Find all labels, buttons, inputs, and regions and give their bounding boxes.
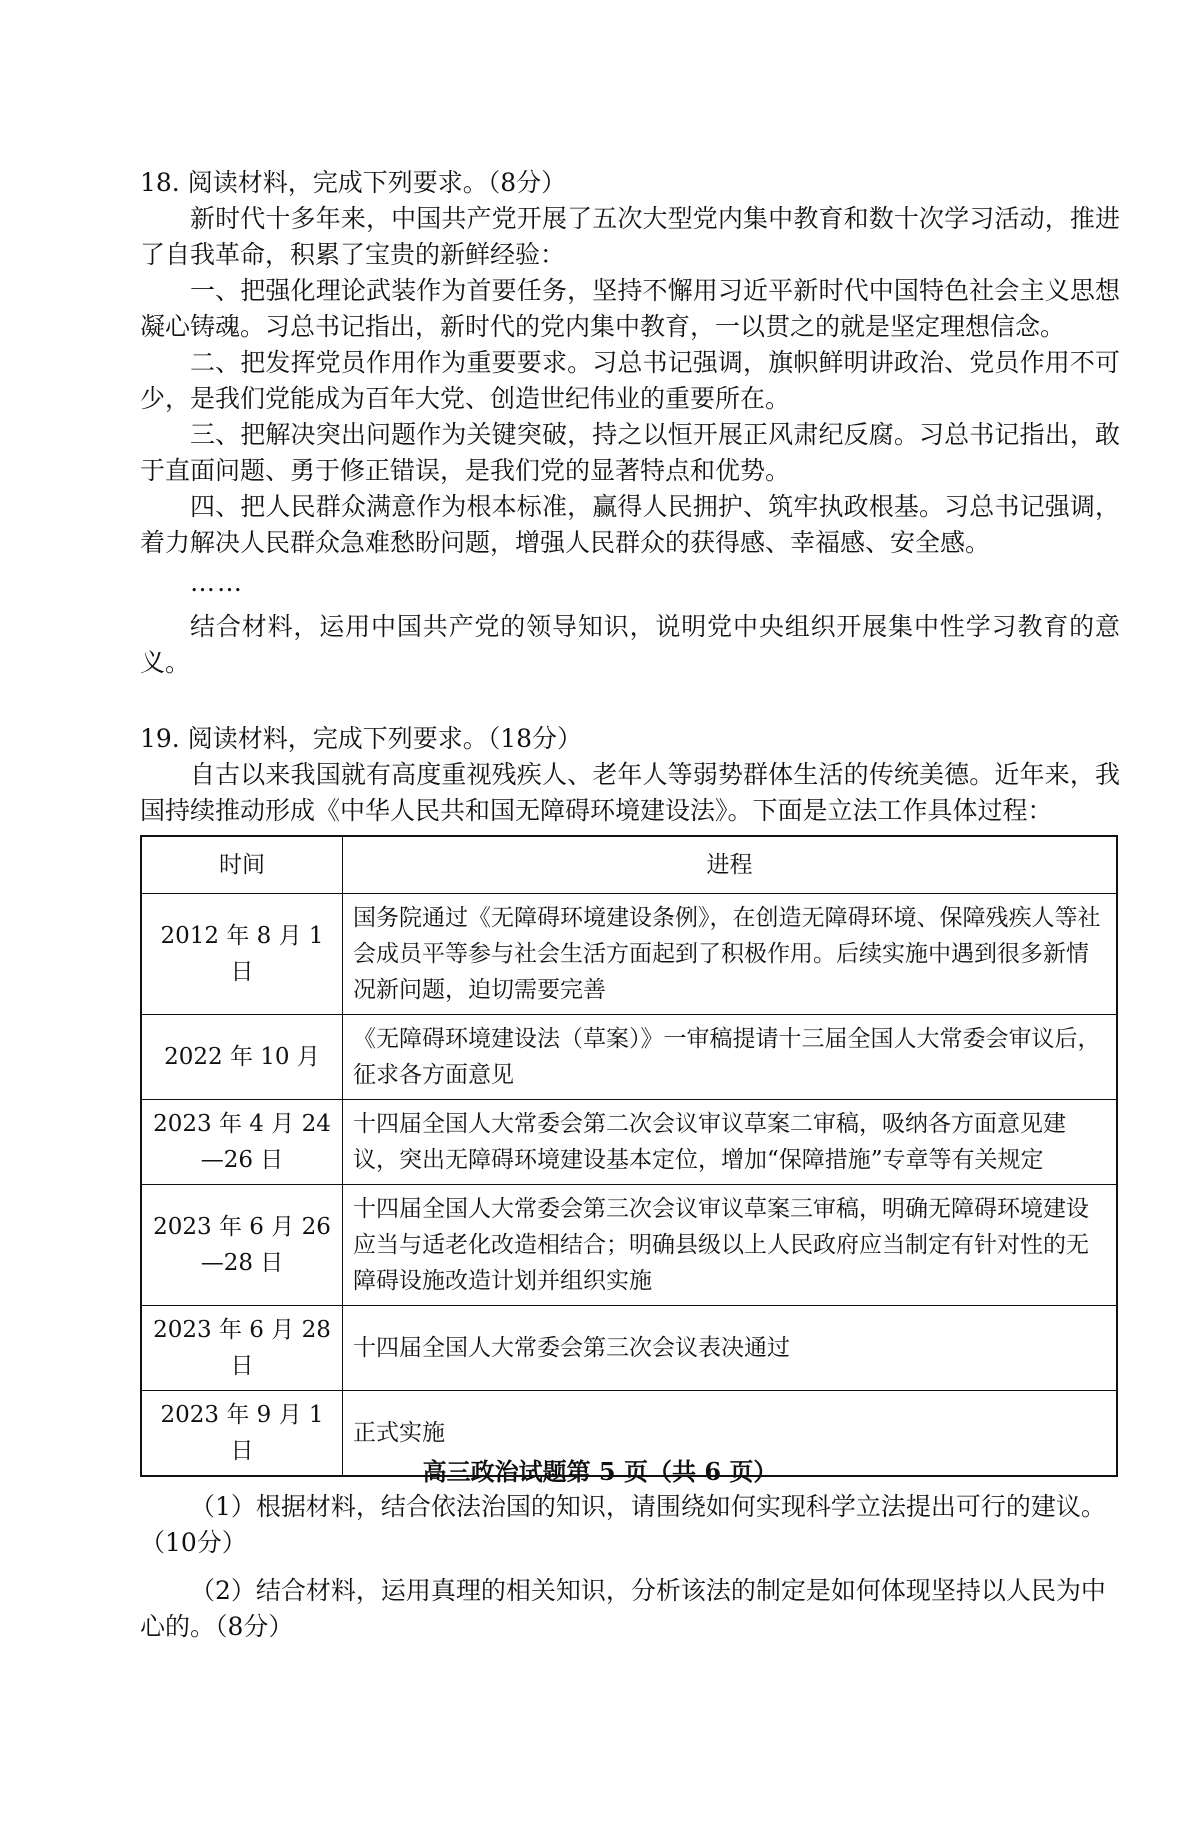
header-time: 时间 xyxy=(141,836,343,894)
table-header-row xyxy=(141,836,1117,894)
row-progress: 国务院通过《无障碍环境建设条例》，在创造无障碍环境、保障残疾人等社会成员平等参与社会生活方面起到了积极作用。后续实施中遇到很多新情况新问题，迫切需要完善 xyxy=(343,894,1118,1015)
row-time: 2023 年 9 月 1 日 xyxy=(141,1391,343,1477)
q18-paragraph: 新时代十多年来，中国共产党开展了五次大型党内集中教育和数十次学习活动，推进了自我革命，积累了宝贵的新鲜经验： xyxy=(140,204,1120,269)
q18-task: 结合材料，运用中国共产党的领导知识，说明党中央组织开展集中性学习教育的意义。 xyxy=(140,612,1120,677)
q19-sub-question-1: （1）根据材料，结合依法治国的知识，请围绕如何实现科学立法提出可行的建议。（10分） xyxy=(140,1492,1106,1557)
row-progress: 十四届全国人大常委会第二次会议审议草案二审稿，吸纳各方面意见建议，突出无障碍环境建设基本定位，增加“保障措施”专章等有关规定 xyxy=(343,1100,1118,1185)
q18-paragraph: 四、把人民群众满意作为根本标准，赢得人民拥护、筑牢执政根基。习总书记强调，着力解决人民群众急难愁盼问题，增强人民群众的获得感、幸福感、安全感。 xyxy=(140,492,1120,557)
q19-sub-question-2: （2）结合材料，运用真理的相关知识，分析该法的制定是如何体现坚持以人民为中心的。（8分） xyxy=(140,1576,1106,1641)
page-footer: 高三政治试题第 5 页（共 6 页） xyxy=(422,1457,778,1486)
q18-paragraph: 二、把发挥党员作用作为重要要求。习总书记强调，旗帜鲜明讲政治、党员作用不可少，是我们党能成为百年大党、创造世纪伟业的重要所在。 xyxy=(140,348,1120,413)
question-19 xyxy=(140,721,1120,1645)
table-row xyxy=(141,1306,1117,1391)
row-time: 2023 年 4 月 24 —26 日 xyxy=(141,1100,343,1185)
row-progress: 十四届全国人大常委会第三次会议表决通过 xyxy=(343,1306,1118,1391)
legislation-process-table xyxy=(140,835,1118,1477)
table-row xyxy=(141,1185,1117,1306)
section-gap xyxy=(140,681,1120,721)
table-row xyxy=(141,894,1117,1015)
q19-sub-questions xyxy=(140,1489,1120,1645)
row-progress: 十四届全国人大常委会第三次会议审议草案三审稿，明确无障碍环境建设应当与适老化改造相结合；明确县级以上人民政府应当制定有针对性的无障碍设施改造计划并组织实施 xyxy=(343,1185,1118,1306)
exam-page xyxy=(140,165,1120,1645)
row-progress: 《无障碍环境建设法（草案）》一审稿提请十三届全国人大常委会审议后，征求各方面意见 xyxy=(343,1015,1118,1100)
q18-title: 18. 阅读材料，完成下列要求。（8分） xyxy=(140,168,567,197)
q18-paragraph: 三、把解决突出问题作为关键突破，持之以恒开展正风肃纪反腐。习总书记指出，敢于直面问题、勇于修正错误，是我们党的显著特点和优势。 xyxy=(140,420,1120,485)
row-time: 2022 年 10 月 xyxy=(141,1015,343,1100)
header-progress: 进程 xyxy=(343,836,1118,894)
table-row xyxy=(141,1015,1117,1100)
q18-ellipsis: …… xyxy=(190,568,244,597)
q19-intro: 自古以来我国就有高度重视残疾人、老年人等弱势群体生活的传统美德。近年来，我国持续推动形成《中华人民共和国无障碍环境建设法》。下面是立法工作具体过程： xyxy=(140,760,1120,825)
question-18 xyxy=(140,165,1120,681)
table-row xyxy=(141,1100,1117,1185)
row-time: 2023 年 6 月 28 日 xyxy=(141,1306,343,1391)
q18-paragraph: 一、把强化理论武装作为首要任务，坚持不懈用习近平新时代中国特色社会主义思想凝心铸魂。习总书记指出，新时代的党内集中教育，一以贯之的就是坚定理想信念。 xyxy=(140,276,1120,341)
row-time: 2012 年 8 月 1 日 xyxy=(141,894,343,1015)
row-time: 2023 年 6 月 26 —28 日 xyxy=(141,1185,343,1306)
q19-title: 19. 阅读材料，完成下列要求。（18分） xyxy=(140,724,583,753)
row-progress: 正式实施 xyxy=(343,1391,1118,1477)
